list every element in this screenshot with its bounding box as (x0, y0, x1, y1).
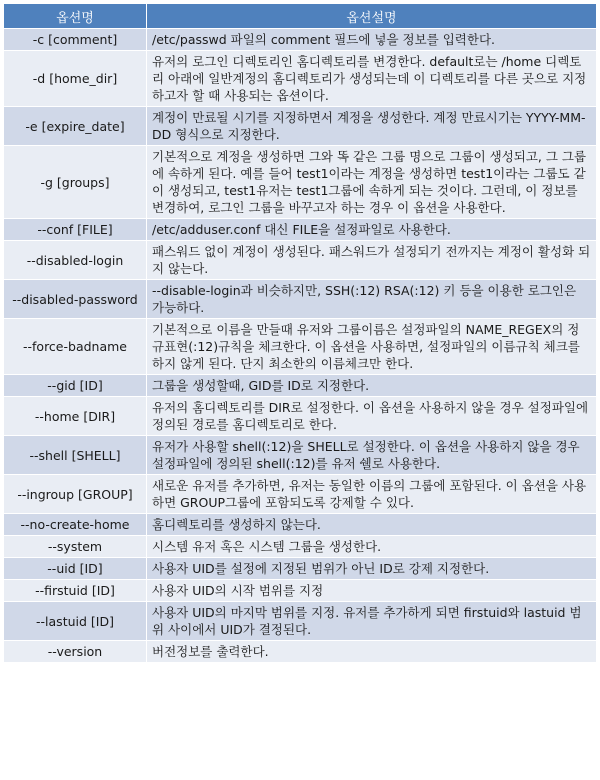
table-header-row (4, 4, 597, 29)
option-description-cell: 사용자 UID의 시작 범위를 지정 (147, 580, 597, 602)
option-name-cell: --shell [SHELL] (4, 436, 147, 475)
option-name-cell: -g [groups] (4, 146, 147, 219)
option-description-cell: 새로운 유저를 추가하면, 유저는 동일한 이름의 그룹에 포함된다. 이 옵션을 사용하면 GROUP그룹에 포함되도록 강제할 수 있다. (147, 475, 597, 514)
header-option-description: 옵션설명 (147, 4, 597, 29)
adduser-options-table-container (3, 3, 596, 663)
option-name-cell: --conf [FILE] (4, 219, 147, 241)
option-description-cell: 패스워드 없이 계정이 생성된다. 패스워드가 설정되기 전까지는 계정이 활성화 되지 않는다. (147, 241, 597, 280)
table-row (4, 436, 597, 475)
table-row (4, 319, 597, 375)
option-description-cell: /etc/adduser.conf 대신 FILE을 설정파일로 사용한다. (147, 219, 597, 241)
table-body (4, 29, 597, 663)
table-row (4, 280, 597, 319)
option-description-cell: /etc/passwd 파일의 comment 필드에 넣을 정보를 입력한다. (147, 29, 597, 51)
option-name-cell: --disabled-login (4, 241, 147, 280)
option-name-cell: --disabled-password (4, 280, 147, 319)
table-row (4, 107, 597, 146)
option-description-cell: 유저의 로그인 디렉토리인 홈디렉토리를 변경한다. default로는 /home 디렉토리 아래에 일반계정의 홈디렉토리가 생성되는데 이 디렉토리를 다른 곳으로 지정하고자 할 때 사용되는 옵션이다. (147, 51, 597, 107)
header-option-name: 옵션명 (4, 4, 147, 29)
table-row (4, 51, 597, 107)
option-description-cell: 유저가 사용할 shell(:12)을 SHELL로 설정한다. 이 옵션을 사용하지 않을 경우 설정파일에 정의된 shell(:12)를 유저 쉘로 사용한다. (147, 436, 597, 475)
option-name-cell: --no-create-home (4, 514, 147, 536)
option-description-cell: 사용자 UID의 마지막 범위를 지정. 유저를 추가하게 되면 firstuid와 lastuid 범위 사이에서 UID가 결정된다. (147, 602, 597, 641)
option-description-cell: --disable-login과 비슷하지만, SSH(:12) RSA(:12) 키 등을 이용한 로그인은 가능하다. (147, 280, 597, 319)
table-row (4, 146, 597, 219)
option-name-cell: --gid [ID] (4, 375, 147, 397)
option-name-cell: -c [comment] (4, 29, 147, 51)
option-description-cell: 기본적으로 계정을 생성하면 그와 똑 같은 그룹 명으로 그룹이 생성되고, 그 그룹에 속하게 된다. 예를 들어 test1이라는 계정을 생성하면 test1이라는 그룹도 같이 생성되고, test1유저는 test1그룹에 속하게 되는 것이다. 그런데, 이 정보를 변경하여, 로그인 그룹을 바꾸고자 하는 경우 이 옵션을 사용한다. (147, 146, 597, 219)
option-name-cell: --force-badname (4, 319, 147, 375)
table-row (4, 580, 597, 602)
table-row (4, 397, 597, 436)
option-name-cell: -e [expire_date] (4, 107, 147, 146)
option-description-cell: 유저의 홈디렉토리를 DIR로 설정한다. 이 옵션을 사용하지 않을 경우 설정파일에 정의된 경로를 홈디렉토리로 한다. (147, 397, 597, 436)
option-description-cell: 시스템 유저 혹은 시스템 그룹을 생성한다. (147, 536, 597, 558)
option-name-cell: -d [home_dir] (4, 51, 147, 107)
table-row (4, 558, 597, 580)
table-row (4, 375, 597, 397)
option-description-cell: 기본적으로 이름을 만들때 유저와 그룹이름은 설정파일의 NAME_REGEX의 정규표현(:12)규칙을 체크한다. 이 옵션을 사용하면, 설정파일의 이름규칙 체크를 하지 않게 된다. 단지 최소한의 이름체크만 한다. (147, 319, 597, 375)
option-name-cell: --uid [ID] (4, 558, 147, 580)
table-row (4, 219, 597, 241)
table-row (4, 475, 597, 514)
option-name-cell: --lastuid [ID] (4, 602, 147, 641)
table-row (4, 29, 597, 51)
option-description-cell: 홈디렉토리를 생성하지 않는다. (147, 514, 597, 536)
option-description-cell: 버전정보를 출력한다. (147, 641, 597, 663)
option-description-cell: 계정이 만료될 시기를 지정하면서 계정을 생성한다. 계정 만료시기는 YYYY-MM-DD 형식으로 지정한다. (147, 107, 597, 146)
adduser-options-table (3, 3, 597, 663)
option-description-cell: 사용자 UID를 설정에 지정된 범위가 아닌 ID로 강제 지정한다. (147, 558, 597, 580)
option-name-cell: --firstuid [ID] (4, 580, 147, 602)
option-name-cell: --system (4, 536, 147, 558)
option-name-cell: --version (4, 641, 147, 663)
option-name-cell: --home [DIR] (4, 397, 147, 436)
table-row (4, 514, 597, 536)
table-row (4, 641, 597, 663)
option-description-cell: 그룹을 생성할때, GID를 ID로 지정한다. (147, 375, 597, 397)
option-name-cell: --ingroup [GROUP] (4, 475, 147, 514)
table-row (4, 602, 597, 641)
table-row (4, 241, 597, 280)
table-row (4, 536, 597, 558)
